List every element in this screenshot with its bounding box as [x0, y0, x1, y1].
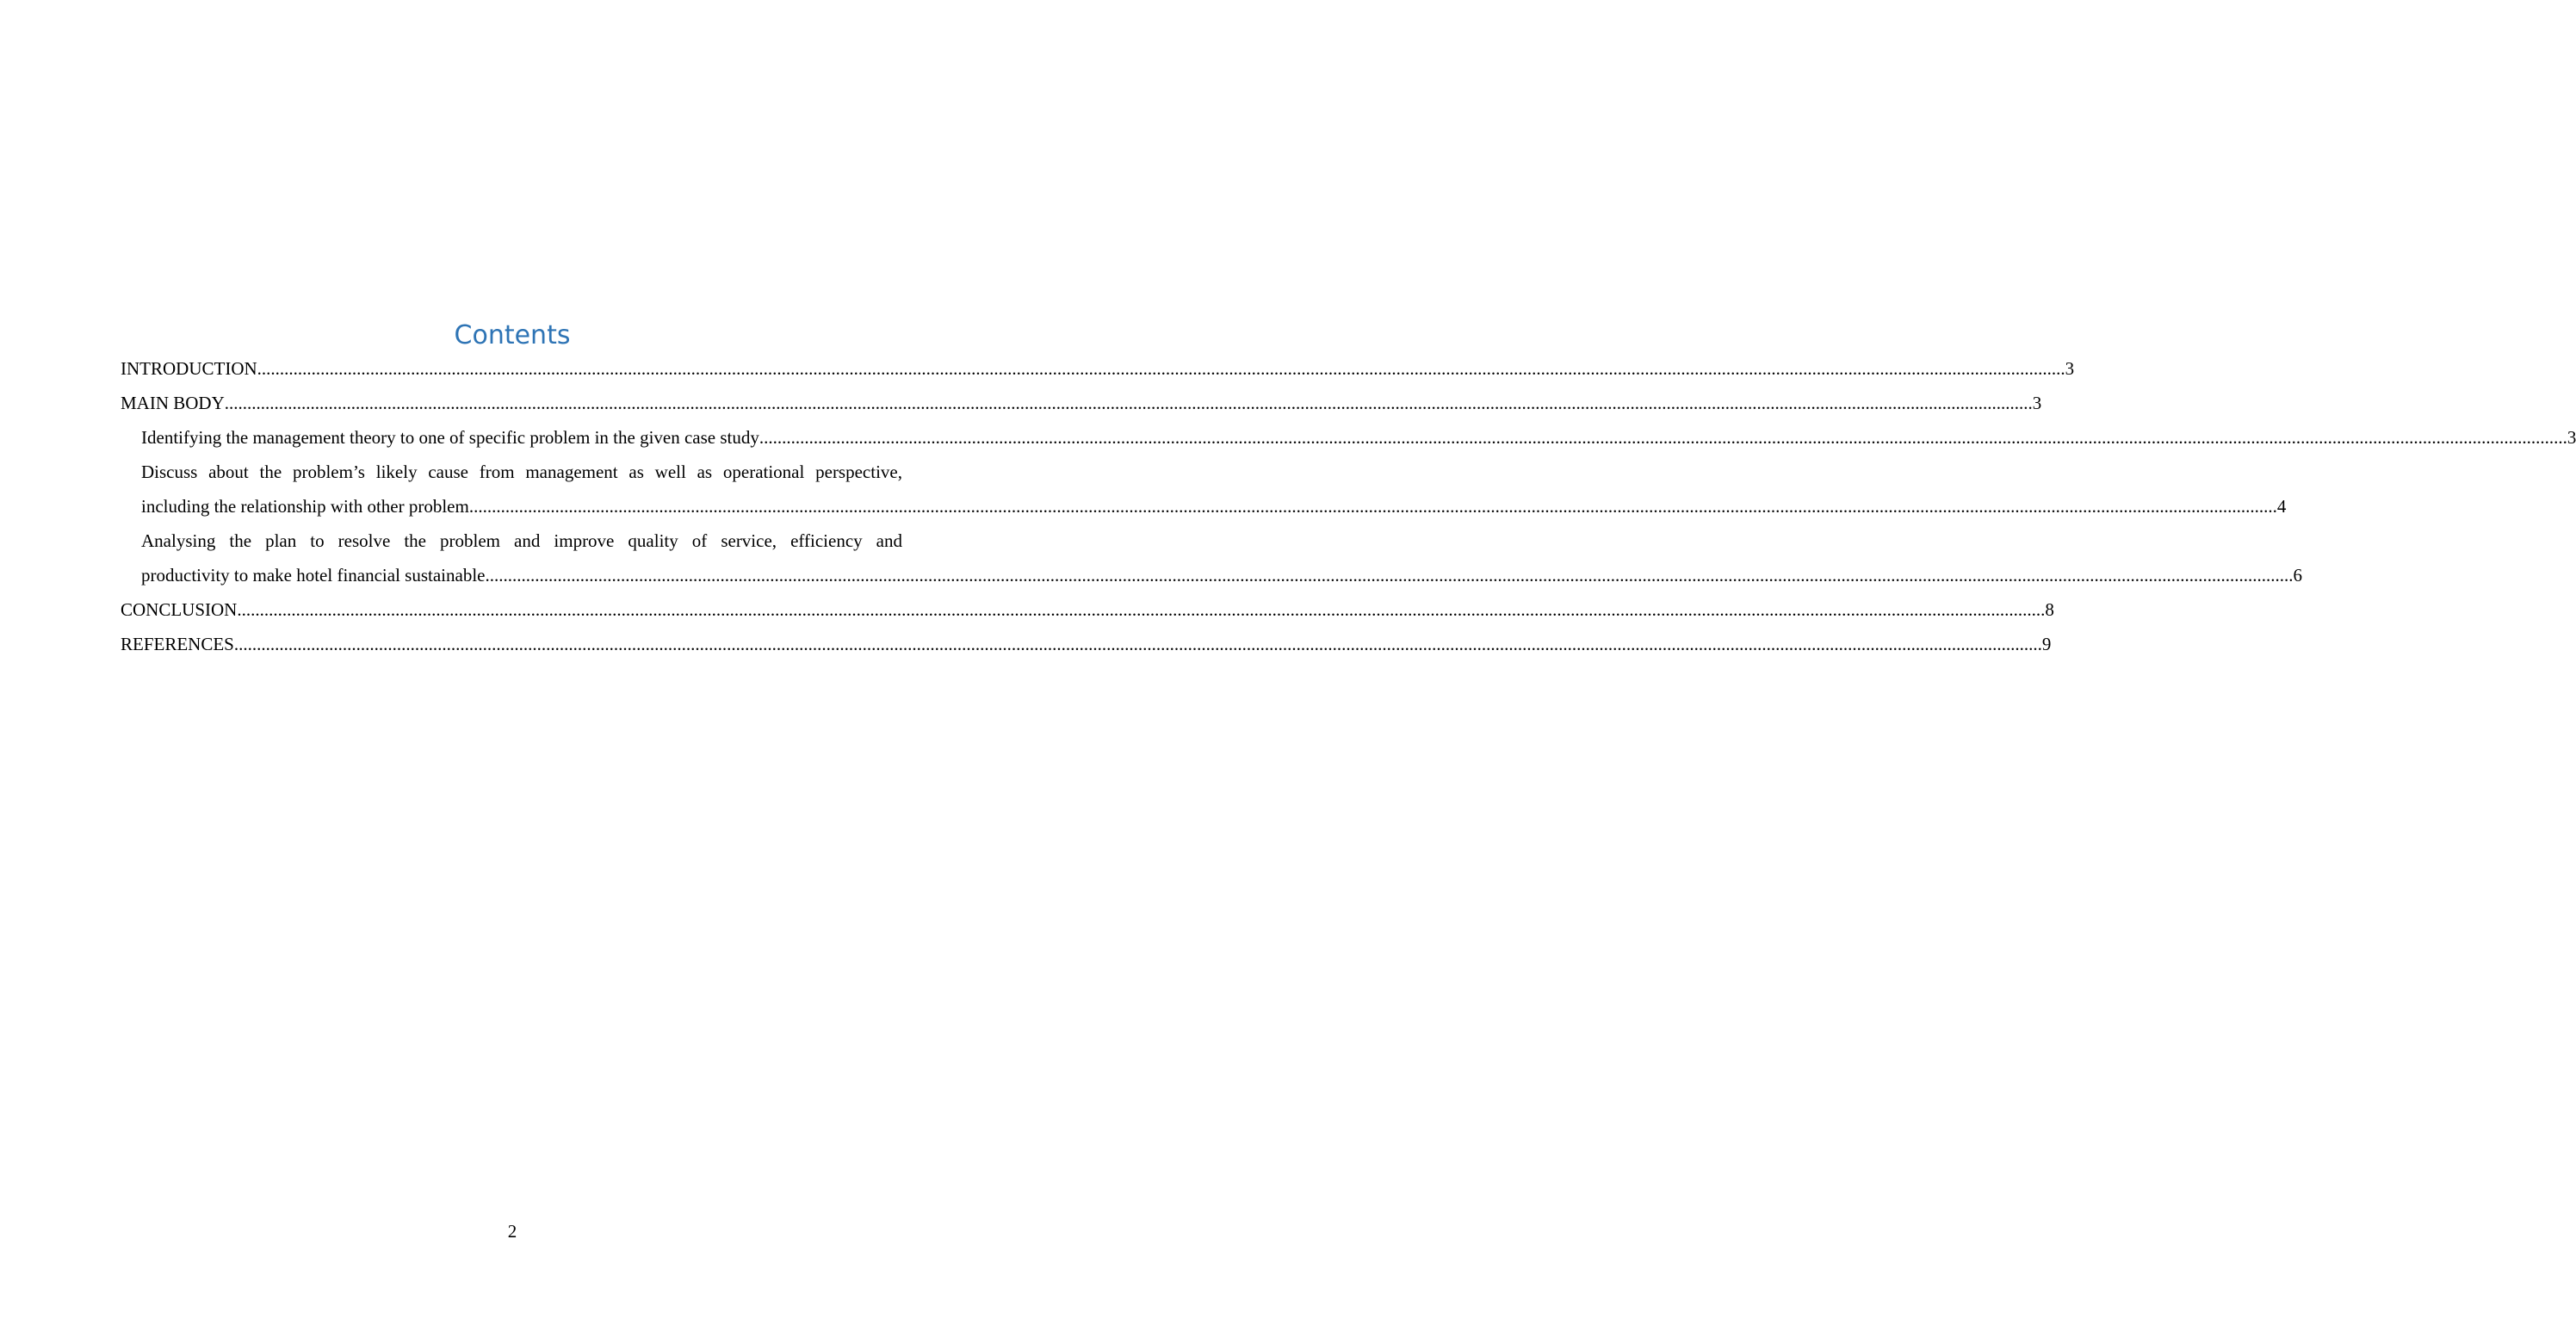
toc-page-number: 8 [2045, 599, 2054, 620]
toc-entry[interactable] [121, 524, 2302, 592]
toc-entry[interactable] [121, 455, 2287, 524]
toc-entry-text: MAIN BODY [121, 393, 225, 413]
toc-entry[interactable] [121, 592, 2054, 627]
toc-entry-text: INTRODUCTION [121, 358, 257, 379]
table-of-contents [121, 351, 2576, 661]
toc-page-number: 4 [2276, 496, 2287, 517]
dot-leader: ................................................................................................................................................................................................................................................................................................................................................................................................................ [257, 358, 2065, 379]
toc-entry-text: Identifying the management theory to one of specific problem in the given case study [141, 427, 759, 448]
toc-entry-text: productivity to make hotel financial sustainable [141, 565, 486, 586]
toc-page-number: 3 [2065, 358, 2075, 379]
dot-leader: ................................................................................................................................................................................................................................................................................................................................................................................................................ [759, 427, 2567, 448]
dot-leader: ................................................................................................................................................................................................................................................................................................................................................................................................................ [237, 599, 2046, 620]
toc-page-number: 3 [2567, 427, 2576, 448]
toc-entry-text: Analysing the plan to resolve the problem and improve quality of service, efficiency and [141, 530, 902, 551]
toc-entry-text: Discuss about the problem’s likely cause from management as well as operational perspective, [141, 462, 902, 482]
toc-page-number: 9 [2041, 634, 2052, 654]
toc-entry-text: including the relationship with other problem [141, 496, 469, 517]
toc-title: Contents [454, 320, 571, 350]
toc-entry-text: REFERENCES [121, 634, 234, 654]
toc-page-number: 3 [2032, 393, 2042, 413]
toc-entry[interactable] [121, 386, 2042, 420]
dot-leader: ................................................................................................................................................................................................................................................................................................................................................................................................................ [468, 496, 2277, 517]
toc-entry[interactable] [121, 627, 2052, 661]
page-number: 2 [507, 1221, 517, 1242]
dot-leader: ................................................................................................................................................................................................................................................................................................................................................................................................................ [233, 634, 2042, 654]
toc-entry-text: CONCLUSION [121, 599, 238, 620]
dot-leader: ................................................................................................................................................................................................................................................................................................................................................................................................................ [224, 393, 2033, 413]
dot-leader: ................................................................................................................................................................................................................................................................................................................................................................................................................ [485, 565, 2294, 586]
toc-page-number: 6 [2293, 565, 2302, 586]
toc-entry[interactable] [121, 420, 2576, 455]
toc-entry[interactable] [121, 351, 2075, 386]
